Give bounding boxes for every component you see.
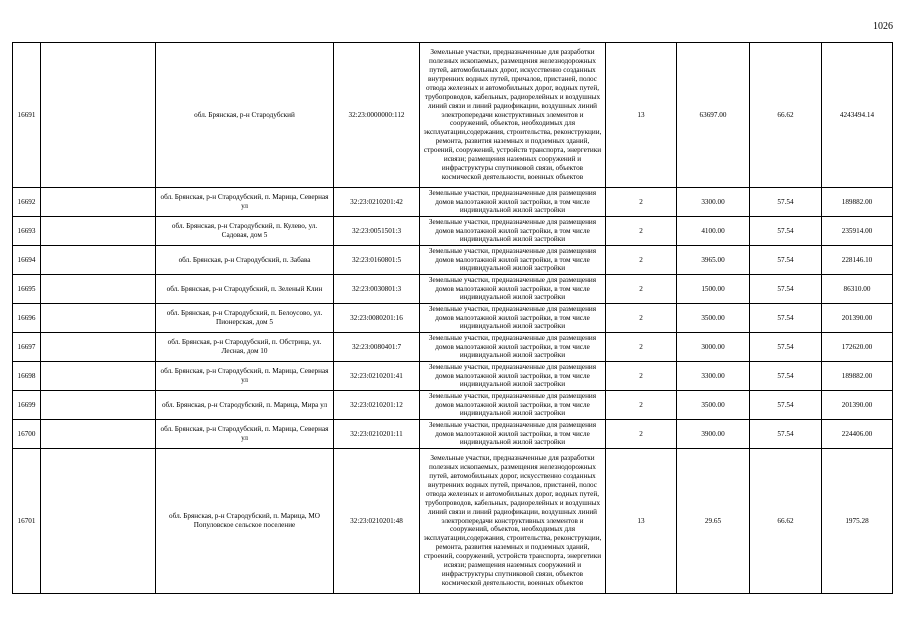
cadastral-value-table — [12, 42, 893, 594]
group-code-cell: 2 — [606, 217, 677, 246]
cadastral-value-cell: 1975.28 — [822, 449, 893, 594]
row-number: 16691 — [13, 43, 41, 188]
land-use-cell: Земельные участки, предназначенные для размещения домов малоэтажной жилой застройки, в том числе индивидуальной жилой застройки — [420, 333, 606, 362]
address-cell: обл. Брянская, р-н Стародубский, п. Марица, Северная ул — [156, 362, 334, 391]
address-cell: обл. Брянская, р-н Стародубский, п. Обстрица, ул. Лесная, дом 10 — [156, 333, 334, 362]
cadastral-number-cell: 32:23:0000000:112 — [334, 43, 420, 188]
address-cell: обл. Брянская, р-н Стародубский, п. Кулево, ул. Садовая, дом 5 — [156, 217, 334, 246]
area-cell: 3965.00 — [677, 246, 750, 275]
area-cell: 3500.00 — [677, 391, 750, 420]
cadastral-number-cell: 32:23:0210201:11 — [334, 420, 420, 449]
empty-cell — [41, 43, 156, 188]
specific-value-cell: 57.54 — [750, 275, 822, 304]
empty-cell — [41, 449, 156, 594]
land-use-cell: Земельные участки, предназначенные для размещения домов малоэтажной жилой застройки, в том числе индивидуальной жилой застройки — [420, 391, 606, 420]
cadastral-number-cell: 32:23:0210201:48 — [334, 449, 420, 594]
land-use-cell: Земельные участки, предназначенные для размещения домов малоэтажной жилой застройки, в том числе индивидуальной жилой застройки — [420, 420, 606, 449]
address-cell: обл. Брянская, р-н Стародубский, п. Зеленый Клин — [156, 275, 334, 304]
cadastral-value-cell: 172620.00 — [822, 333, 893, 362]
land-use-cell: Земельные участки, предназначенные для размещения домов малоэтажной жилой застройки, в том числе индивидуальной жилой застройки — [420, 275, 606, 304]
row-number: 16692 — [13, 188, 41, 217]
table-row — [13, 188, 893, 217]
cadastral-value-cell: 201390.00 — [822, 391, 893, 420]
area-cell: 63697.00 — [677, 43, 750, 188]
table-row — [13, 362, 893, 391]
address-cell: обл. Брянская, р-н Стародубский, п. Марица, Мира ул — [156, 391, 334, 420]
land-use-cell: Земельные участки, предназначенные для размещения домов малоэтажной жилой застройки, в том числе индивидуальной жилой застройки — [420, 217, 606, 246]
cadastral-value-cell: 201390.00 — [822, 304, 893, 333]
area-cell: 3300.00 — [677, 362, 750, 391]
specific-value-cell: 57.54 — [750, 362, 822, 391]
row-number: 16701 — [13, 449, 41, 594]
table-row — [13, 420, 893, 449]
cadastral-number-cell: 32:23:0210201:41 — [334, 362, 420, 391]
specific-value-cell: 57.54 — [750, 420, 822, 449]
empty-cell — [41, 362, 156, 391]
group-code-cell: 2 — [606, 391, 677, 420]
table-row — [13, 333, 893, 362]
table-row — [13, 275, 893, 304]
table-row — [13, 304, 893, 333]
address-cell: обл. Брянская, р-н Стародубский, п. Белоусово, ул. Пионерская, дом 5 — [156, 304, 334, 333]
cadastral-value-cell: 224406.00 — [822, 420, 893, 449]
group-code-cell: 2 — [606, 362, 677, 391]
specific-value-cell: 57.54 — [750, 217, 822, 246]
group-code-cell: 2 — [606, 420, 677, 449]
table-row — [13, 43, 893, 188]
specific-value-cell: 57.54 — [750, 391, 822, 420]
cadastral-number-cell: 32:23:0030801:3 — [334, 275, 420, 304]
empty-cell — [41, 333, 156, 362]
specific-value-cell: 57.54 — [750, 188, 822, 217]
specific-value-cell: 57.54 — [750, 246, 822, 275]
address-cell: обл. Брянская, р-н Стародубский — [156, 43, 334, 188]
cadastral-value-cell: 86310.00 — [822, 275, 893, 304]
address-cell: обл. Брянская, р-н Стародубский, п. Марица, Северная ул — [156, 420, 334, 449]
table-row — [13, 217, 893, 246]
row-number: 16697 — [13, 333, 41, 362]
cadastral-value-cell: 228146.10 — [822, 246, 893, 275]
land-use-cell: Земельные участки, предназначенные для разработки полезных ископаемых, размещения железнодорожных путей, автомобильных дорог, искусственно созданных внутренних водных путей, причалов, пристаней, полос отвода железных и автомобильных дорог, водных путей, трубопроводов, кабельных, радиорелейных и воздушных линий связи и линий радиофикации, воздушных линий электропередачи конструктивных элементов и сооружений, объектов, необходимых для эксплуатации,содержания, строительства, реконструкции, ремонта, развития наземных и подземных зданий, строений, сооружений, устройств транспорта, энергетики исвязи; размещения наземных сооружений и инфраструктуры спутниковой связи, объектов космической деятельности, военных объектов — [420, 43, 606, 188]
area-cell: 29.65 — [677, 449, 750, 594]
empty-cell — [41, 246, 156, 275]
empty-cell — [41, 391, 156, 420]
group-code-cell: 2 — [606, 246, 677, 275]
row-number: 16698 — [13, 362, 41, 391]
cadastral-value-cell: 189882.00 — [822, 188, 893, 217]
land-use-cell: Земельные участки, предназначенные для размещения домов малоэтажной жилой застройки, в том числе индивидуальной жилой застройки — [420, 188, 606, 217]
empty-cell — [41, 275, 156, 304]
specific-value-cell: 66.62 — [750, 449, 822, 594]
cadastral-number-cell: 32:23:0080401:7 — [334, 333, 420, 362]
row-number: 16695 — [13, 275, 41, 304]
group-code-cell: 2 — [606, 275, 677, 304]
specific-value-cell: 57.54 — [750, 304, 822, 333]
row-number: 16693 — [13, 217, 41, 246]
cadastral-number-cell: 32:23:0210201:42 — [334, 188, 420, 217]
specific-value-cell: 57.54 — [750, 333, 822, 362]
area-cell: 1500.00 — [677, 275, 750, 304]
land-use-cell: Земельные участки, предназначенные для размещения домов малоэтажной жилой застройки, в том числе индивидуальной жилой застройки — [420, 246, 606, 275]
table-row — [13, 246, 893, 275]
land-use-cell: Земельные участки, предназначенные для размещения домов малоэтажной жилой застройки, в том числе индивидуальной жилой застройки — [420, 362, 606, 391]
table-body — [13, 43, 893, 594]
group-code-cell: 2 — [606, 304, 677, 333]
specific-value-cell: 66.62 — [750, 43, 822, 188]
cadastral-number-cell: 32:23:0160801:5 — [334, 246, 420, 275]
area-cell: 3900.00 — [677, 420, 750, 449]
cadastral-number-cell: 32:23:0210201:12 — [334, 391, 420, 420]
table-row — [13, 449, 893, 594]
land-use-cell: Земельные участки, предназначенные для разработки полезных ископаемых, размещения железнодорожных путей, автомобильных дорог, искусственно созданных внутренних водных путей, причалов, пристаней, полос отвода железных и автомобильных дорог, водных путей, трубопроводов, кабельных, радиорелейных и воздушных линий связи и линий радиофикации, воздушных линий электропередачи конструктивных элементов и сооружений, объектов, необходимых для эксплуатации,содержания, строительства, реконструкции, ремонта, развития наземных и подземных зданий, строений, сооружений, устройств транспорта, энергетики исвязи; размещения наземных сооружений и инфраструктуры спутниковой связи, объектов космической деятельности, военных объектов — [420, 449, 606, 594]
address-cell: обл. Брянская, р-н Стародубский, п. Марица, Северная ул — [156, 188, 334, 217]
area-cell: 3500.00 — [677, 304, 750, 333]
land-use-cell: Земельные участки, предназначенные для размещения домов малоэтажной жилой застройки, в том числе индивидуальной жилой застройки — [420, 304, 606, 333]
cadastral-value-cell: 4243494.14 — [822, 43, 893, 188]
address-cell: обл. Брянская, р-н Стародубский, п. Марица, МО Популовское сельское поселение — [156, 449, 334, 594]
row-number: 16696 — [13, 304, 41, 333]
cadastral-value-cell: 189882.00 — [822, 362, 893, 391]
cadastral-value-cell: 235914.00 — [822, 217, 893, 246]
area-cell: 3300.00 — [677, 188, 750, 217]
area-cell: 4100.00 — [677, 217, 750, 246]
row-number: 16694 — [13, 246, 41, 275]
table-row — [13, 391, 893, 420]
empty-cell — [41, 217, 156, 246]
page-number: 1026 — [873, 21, 893, 32]
group-code-cell: 13 — [606, 43, 677, 188]
group-code-cell: 13 — [606, 449, 677, 594]
group-code-cell: 2 — [606, 188, 677, 217]
group-code-cell: 2 — [606, 333, 677, 362]
address-cell: обл. Брянская, р-н Стародубский, п. Забава — [156, 246, 334, 275]
empty-cell — [41, 188, 156, 217]
row-number: 16700 — [13, 420, 41, 449]
cadastral-number-cell: 32:23:0051501:3 — [334, 217, 420, 246]
empty-cell — [41, 304, 156, 333]
row-number: 16699 — [13, 391, 41, 420]
empty-cell — [41, 420, 156, 449]
cadastral-number-cell: 32:23:0080201:16 — [334, 304, 420, 333]
area-cell: 3000.00 — [677, 333, 750, 362]
